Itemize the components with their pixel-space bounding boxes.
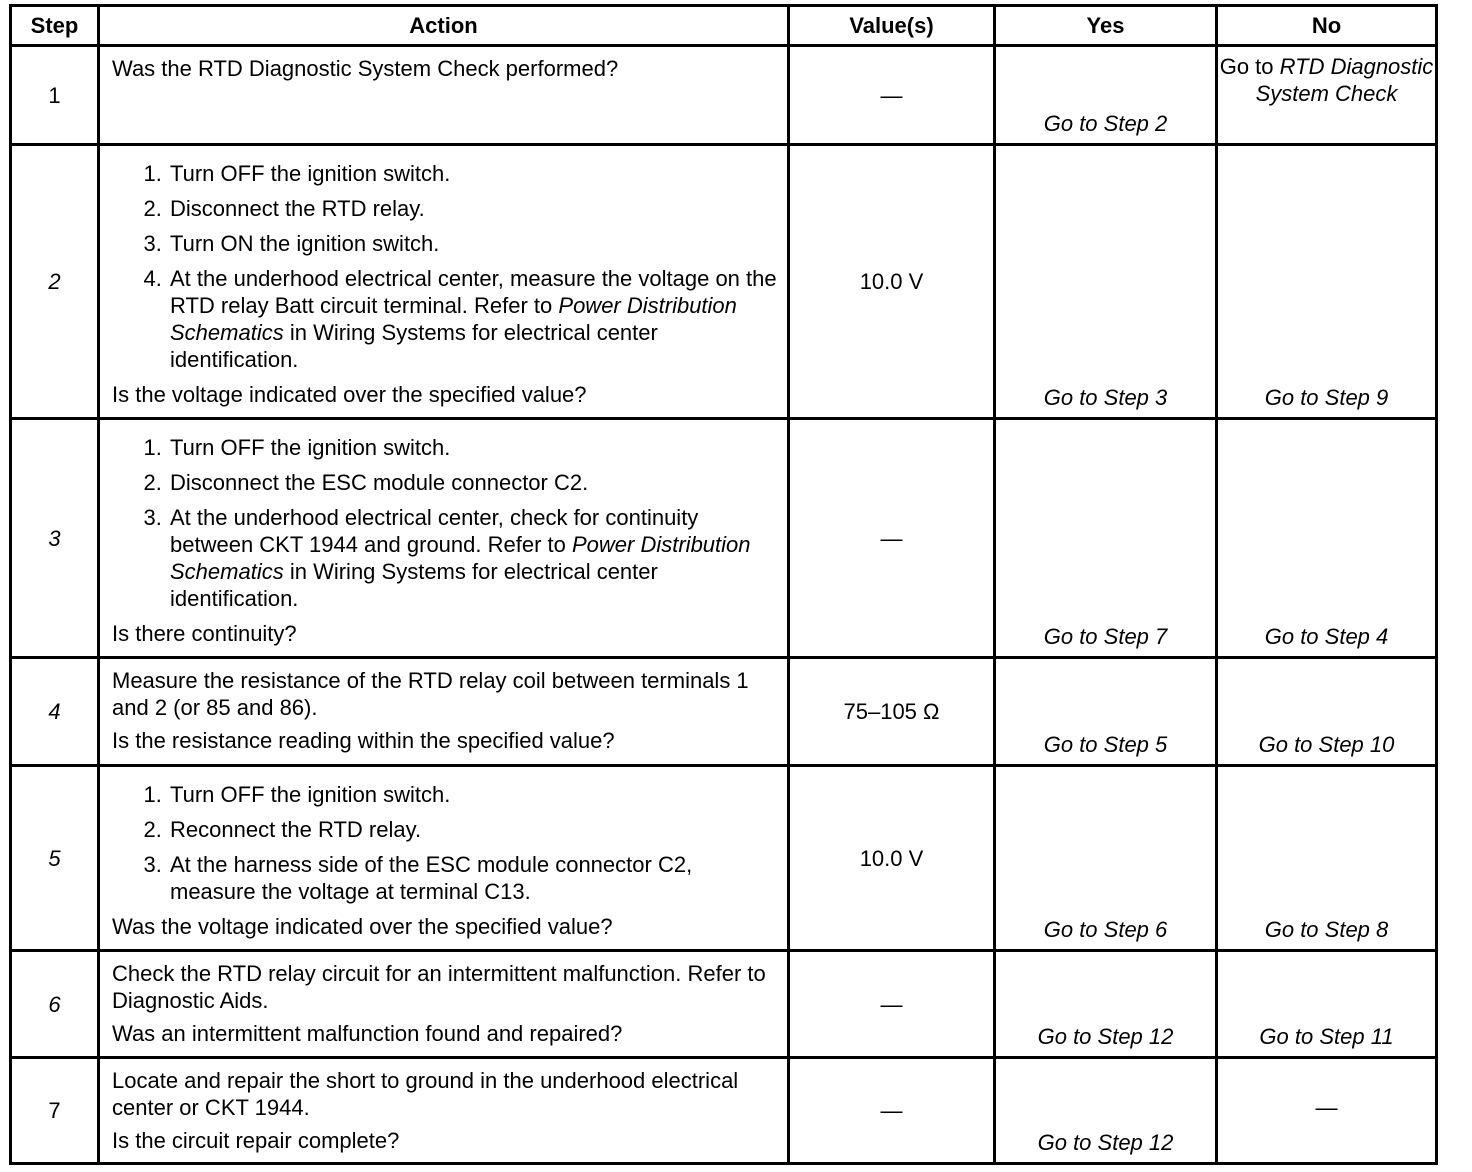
list-item: 1. Turn OFF the ignition switch. xyxy=(168,434,777,461)
table-row xyxy=(11,766,1437,951)
no-cell: — xyxy=(1217,1058,1437,1164)
yes-cell: Go to Step 12 xyxy=(995,1058,1217,1164)
action-cell xyxy=(99,951,789,1058)
action-question: Is there continuity? xyxy=(112,621,297,646)
no-cell xyxy=(1217,46,1437,145)
list-item: 1. Turn OFF the ignition switch. xyxy=(168,160,777,187)
table-row xyxy=(11,658,1437,766)
no-prefix: Go to xyxy=(1219,54,1274,79)
action-text: Measure the resistance of the RTD relay coil between terminals 1 and 2 (or 85 and 86). xyxy=(112,668,749,720)
no-cell: Go to Step 4 xyxy=(1217,419,1437,658)
value-cell: — xyxy=(789,951,995,1058)
header-yes: Yes xyxy=(995,6,1217,46)
action-cell xyxy=(99,46,789,145)
action-cell xyxy=(99,1058,789,1164)
header-step: Step xyxy=(11,6,99,46)
table-row xyxy=(11,1058,1437,1164)
action-cell xyxy=(99,419,789,658)
yes-cell: Go to Step 12 xyxy=(995,951,1217,1058)
table-row xyxy=(11,951,1437,1058)
yes-cell: Go to Step 3 xyxy=(995,145,1217,419)
action-question: Is the resistance reading within the specified value? xyxy=(112,728,615,753)
action-cell xyxy=(99,145,789,419)
yes-cell: Go to Step 7 xyxy=(995,419,1217,658)
value-cell: 75–105 Ω xyxy=(789,658,995,766)
action-question: Is the circuit repair complete? xyxy=(112,1128,400,1153)
header-row xyxy=(11,6,1437,46)
diagnostic-table xyxy=(9,4,1438,1165)
table-row xyxy=(11,145,1437,419)
action-question: Was an intermittent malfunction found and repaired? xyxy=(112,1021,623,1046)
list-item-text: in Wiring Systems for electrical center identification. xyxy=(170,559,658,611)
list-item: 1. Turn OFF the ignition switch. xyxy=(168,781,777,808)
value-cell: 10.0 V xyxy=(789,766,995,951)
step-number: 6 xyxy=(11,951,99,1058)
no-cell: Go to Step 10 xyxy=(1217,658,1437,766)
list-item: 2. Disconnect the ESC module connector C2. xyxy=(168,469,777,496)
value-cell: — xyxy=(789,46,995,145)
yes-cell: Go to Step 2 xyxy=(995,46,1217,145)
step-number: 2 xyxy=(11,145,99,419)
action-text: Was the RTD Diagnostic System Check performed? xyxy=(112,56,619,81)
list-item xyxy=(168,265,777,373)
action-steps-list xyxy=(112,781,777,905)
action-cell xyxy=(99,766,789,951)
action-question: Was the voltage indicated over the specified value? xyxy=(112,914,613,939)
no-cell: Go to Step 11 xyxy=(1217,951,1437,1058)
table-row xyxy=(11,46,1437,145)
list-item xyxy=(168,504,777,612)
action-steps-list xyxy=(112,160,777,373)
step-number: 5 xyxy=(11,766,99,951)
header-no: No xyxy=(1217,6,1437,46)
list-item: 3. Turn ON the ignition switch. xyxy=(168,230,777,257)
action-question: Is the voltage indicated over the specified value? xyxy=(112,382,587,407)
action-text: Locate and repair the short to ground in the underhood electrical center or CKT 1944. xyxy=(112,1068,739,1120)
action-steps-list xyxy=(112,434,777,612)
reference-power-distribution: Power Distribution Schematics xyxy=(170,293,737,345)
yes-cell: Go to Step 5 xyxy=(995,658,1217,766)
header-action: Action xyxy=(99,6,789,46)
value-cell: — xyxy=(789,419,995,658)
no-link-rtd-system-check: RTD Diagnostic System Check xyxy=(1255,54,1434,106)
action-text: Check the RTD relay circuit for an intermittent malfunction. Refer to Diagnostic Aids. xyxy=(112,961,766,1013)
header-values: Value(s) xyxy=(789,6,995,46)
list-item: 2. Reconnect the RTD relay. xyxy=(168,816,777,843)
step-number: 3 xyxy=(11,419,99,658)
list-item: 3. At the harness side of the ESC module connector C2, measure the voltage at terminal C13. xyxy=(168,851,777,905)
no-cell: Go to Step 9 xyxy=(1217,145,1437,419)
reference-power-distribution: Power Distribution Schematics xyxy=(170,532,751,584)
list-item-text: in Wiring Systems for electrical center identification. xyxy=(170,320,658,372)
value-cell: 10.0 V xyxy=(789,145,995,419)
list-item-text: At the underhood electrical center, check for continuity between CKT 1944 and ground. Refer to xyxy=(170,505,699,557)
step-number: 4 xyxy=(11,658,99,766)
table-row xyxy=(11,419,1437,658)
step-number: 7 xyxy=(11,1058,99,1164)
value-cell: — xyxy=(789,1058,995,1164)
no-cell: Go to Step 8 xyxy=(1217,766,1437,951)
list-item: 2. Disconnect the RTD relay. xyxy=(168,195,777,222)
step-number: 1 xyxy=(11,46,99,145)
list-item-text: At the underhood electrical center, measure the voltage on the RTD relay Batt circuit terminal. Refer to xyxy=(170,266,777,318)
yes-cell: Go to Step 6 xyxy=(995,766,1217,951)
action-cell xyxy=(99,658,789,766)
